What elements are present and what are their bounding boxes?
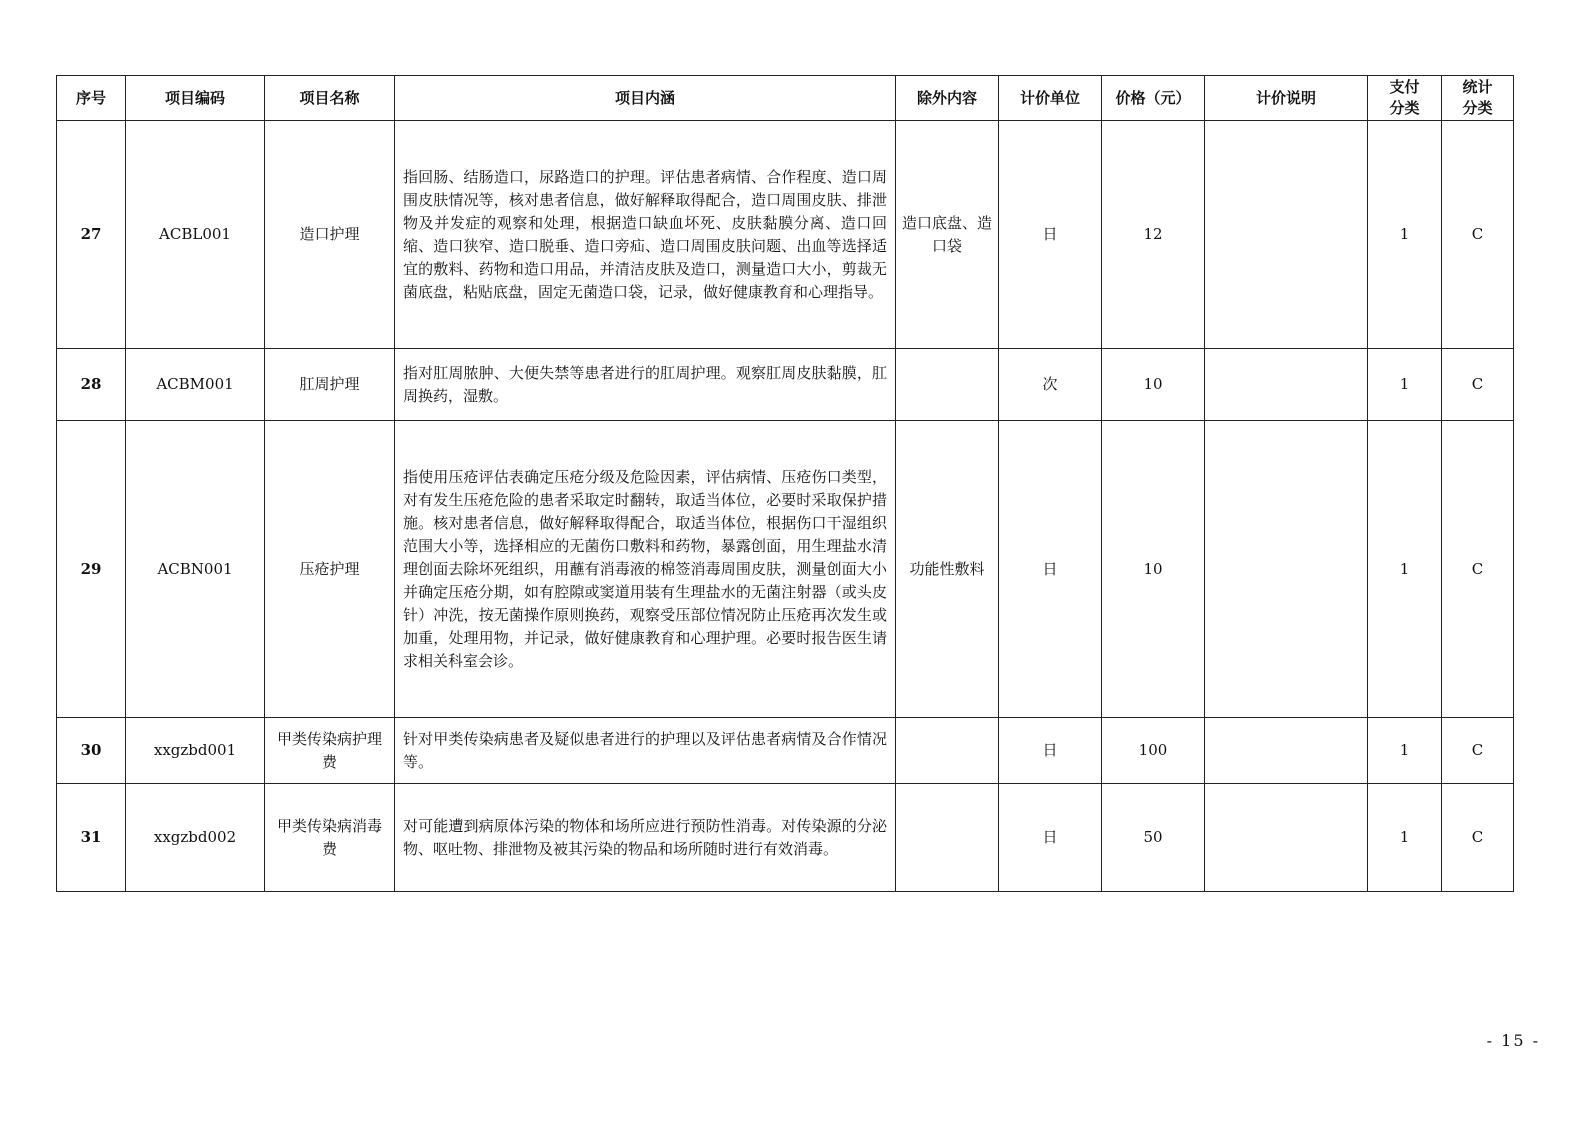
cell-stat: C [1442,121,1514,349]
cell-name: 肛周护理 [265,349,395,421]
cell-price: 50 [1102,784,1205,892]
cell-excluded [896,349,999,421]
cell-code: xxgzbd001 [126,718,265,784]
table-row [57,718,1514,784]
cell-unit: 日 [999,121,1102,349]
cell-seq: 30 [57,718,126,784]
cell-code: ACBN001 [126,421,265,718]
cell-stat: C [1442,784,1514,892]
cell-note [1205,349,1368,421]
cell-excluded: 造口底盘、造口袋 [896,121,999,349]
header-name: 项目名称 [265,76,395,121]
cell-stat: C [1442,421,1514,718]
table-row [57,784,1514,892]
cell-unit: 日 [999,718,1102,784]
cell-price: 100 [1102,718,1205,784]
cell-content: 指使用压疮评估表确定压疮分级及危险因素，评估病情、压疮伤口类型，对有发生压疮危险的患者采取定时翻转，取适当体位，必要时采取保护措施。核对患者信息，做好解释取得配合，取适当体位，根据伤口干湿组织范围大小等，选择相应的无菌伤口敷料和药物，暴露创面，用生理盐水清理创面去除坏死组织，用蘸有消毒液的棉签消毒周围皮肤，测量创面大小并确定压疮分期，如有腔隙或窦道用装有生理盐水的无菌注射器（或头皮针）冲洗，按无菌操作原则换药，观察受压部位情况防止压疮再次发生或加重，处理用物，并记录，做好健康教育和心理护理。必要时报告医生请求相关科室会诊。 [395,421,896,718]
cell-name: 造口护理 [265,121,395,349]
cell-code: xxgzbd002 [126,784,265,892]
cell-pay: 1 [1368,784,1442,892]
header-stat-category [1442,76,1514,121]
cell-price: 10 [1102,349,1205,421]
cell-pay: 1 [1368,718,1442,784]
cell-content: 指回肠、结肠造口，尿路造口的护理。评估患者病情、合作程度、造口周围皮肤情况等，核对患者信息，做好解释取得配合，造口周围皮肤、排泄物及并发症的观察和处理，根据造口缺血坏死、皮肤黏膜分离、造口回缩、造口狭窄、造口脱垂、造口旁疝、造口周围皮肤问题、出血等选择适宜的敷料、药物和造口用品，并清洁皮肤及造口，测量造口大小，剪裁无菌底盘，粘贴底盘，固定无菌造口袋，记录，做好健康教育和心理指导。 [395,121,896,349]
header-row [57,76,1514,121]
price-table [56,75,1514,892]
cell-note [1205,718,1368,784]
cell-excluded [896,718,999,784]
cell-excluded: 功能性敷料 [896,421,999,718]
table-row [57,421,1514,718]
cell-unit: 次 [999,349,1102,421]
cell-name: 甲类传染病消毒费 [265,784,395,892]
header-pay-line1: 支付 [1389,78,1420,96]
cell-note [1205,421,1368,718]
table-row [57,121,1514,349]
cell-code: ACBL001 [126,121,265,349]
header-unit: 计价单位 [999,76,1102,121]
cell-content: 针对甲类传染病患者及疑似患者进行的护理以及评估患者病情及合作情况等。 [395,718,896,784]
cell-seq: 31 [57,784,126,892]
cell-stat: C [1442,349,1514,421]
cell-price: 12 [1102,121,1205,349]
header-pay-category [1368,76,1442,121]
header-code: 项目编码 [126,76,265,121]
cell-note [1205,121,1368,349]
table-row [57,349,1514,421]
header-price: 价格（元） [1102,76,1205,121]
cell-name: 压疮护理 [265,421,395,718]
cell-unit: 日 [999,784,1102,892]
cell-seq: 28 [57,349,126,421]
page-number: - 15 - [1486,1031,1540,1050]
cell-pay: 1 [1368,349,1442,421]
header-stat-line1: 统计 [1462,78,1493,96]
header-stat-line2: 分类 [1462,99,1493,117]
cell-seq: 29 [57,421,126,718]
cell-code: ACBM001 [126,349,265,421]
header-seq: 序号 [57,76,126,121]
cell-unit: 日 [999,421,1102,718]
cell-excluded [896,784,999,892]
cell-name: 甲类传染病护理费 [265,718,395,784]
cell-stat: C [1442,718,1514,784]
cell-seq: 27 [57,121,126,349]
header-excluded: 除外内容 [896,76,999,121]
header-pay-line2: 分类 [1389,99,1420,117]
cell-content: 对可能遭到病原体污染的物体和场所应进行预防性消毒。对传染源的分泌物、呕吐物、排泄物及被其污染的物品和场所随时进行有效消毒。 [395,784,896,892]
cell-note [1205,784,1368,892]
header-note: 计价说明 [1205,76,1368,121]
cell-pay: 1 [1368,421,1442,718]
cell-content: 指对肛周脓肿、大便失禁等患者进行的肛周护理。观察肛周皮肤黏膜，肛周换药，湿敷。 [395,349,896,421]
header-content: 项目内涵 [395,76,896,121]
cell-price: 10 [1102,421,1205,718]
cell-pay: 1 [1368,121,1442,349]
